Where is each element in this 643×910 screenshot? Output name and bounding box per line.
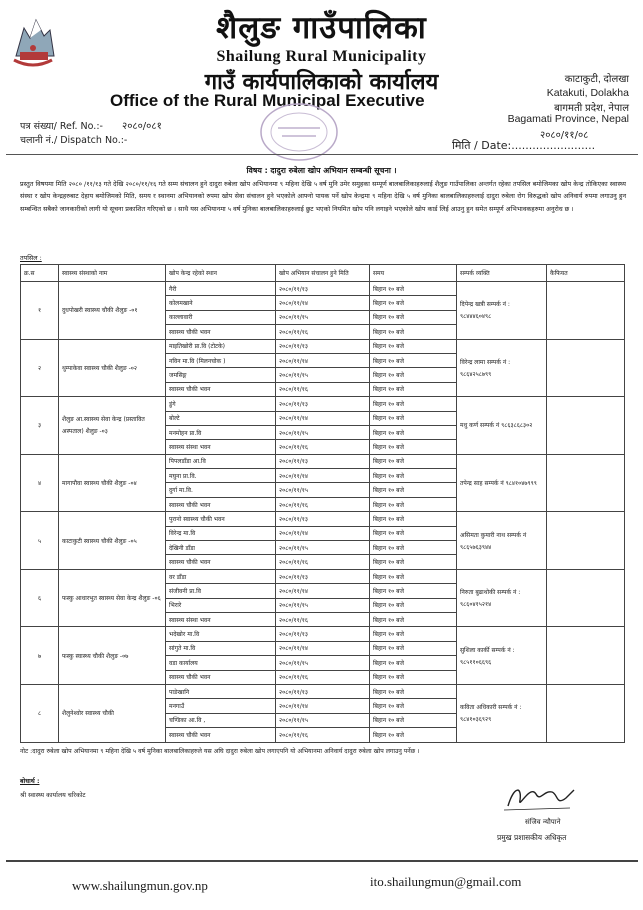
header-divider [6, 154, 638, 155]
bodharth-item: श्री स्वास्थ्य कार्यालय चरिकोट [20, 792, 86, 799]
dispatch-no-label: चलानी नं./ Dispatch No.:- [20, 135, 128, 146]
serial-number-cell: ८ [21, 684, 59, 742]
time-cell: बिहान १० बजे [370, 627, 457, 641]
time-cell: बिहान १० बजे [370, 440, 457, 454]
campaign-date-cell: २०८०/११/१५ [276, 310, 370, 324]
health-institution-cell: काटाकुटी स्वास्थ्य चौकी शैलुङ -०५ [59, 512, 166, 570]
campaign-date-cell: २०८०/११/१३ [276, 569, 370, 583]
vaccination-site-cell: स्वास्थ्य चौकी भवन [166, 497, 276, 511]
campaign-date-cell: २०८०/११/१५ [276, 656, 370, 670]
vaccination-site-cell: वडा कार्यालय [166, 656, 276, 670]
vaccination-site-cell: दुर्गा मा.वि. [166, 483, 276, 497]
vaccination-site-cell: स्वास्थ्य संस्था भवन [166, 612, 276, 626]
table-row [21, 512, 625, 526]
time-cell: बिहान १० बजे [370, 555, 457, 569]
time-cell: बिहान १० बजे [370, 598, 457, 612]
notice-note: नोट :दादुरा रुबेला खोप अभियानमा ९ महिना देखि ५ वर्ष मुनिका बालबालिकाहरुले यस अघि दादुरा रुबेला खोप लगाएपनि यो अभियानमा अनिवार्य दादुरा रुबेला खोप लगाउनु पर्नेछ । [20, 748, 420, 755]
vaccination-site-cell: कोलमखाने [166, 296, 276, 310]
vaccination-site-cell: मनगाउँ [166, 699, 276, 713]
vaccination-site-cell: काल्लावारी [166, 310, 276, 324]
table-header-cell: खोप केन्द्र रहेको स्थान [166, 265, 276, 282]
time-cell: बिहान १० बजे [370, 296, 457, 310]
time-cell: बिहान १० बजे [370, 641, 457, 655]
serial-number-cell: ५ [21, 512, 59, 570]
time-cell: बिहान १० बजे [370, 713, 457, 727]
vaccination-site-cell: भिरारे [166, 598, 276, 612]
time-cell: बिहान १० बजे [370, 497, 457, 511]
time-cell: बिहान १० बजे [370, 425, 457, 439]
vaccination-site-cell: विरेन्द्र मा.वि [166, 526, 276, 540]
table-header-row [21, 265, 625, 282]
time-cell: बिहान १० बजे [370, 454, 457, 468]
health-institution-cell: थुम्पाकेवा स्वास्थ्य चौकी शैलुङ -०२ [59, 339, 166, 397]
contact-person-cell: विरेन्द्र लामा सम्पर्क नं : ९८६४२५८७९९ [457, 339, 547, 397]
campaign-date-cell: २०८०/११/१५ [276, 598, 370, 612]
time-cell: बिहान १० बजे [370, 382, 457, 396]
contact-person-cell: दिपेन्द्र खत्री सम्पर्क नं : ९८४४४६०४९८ [457, 282, 547, 340]
campaign-date-cell: २०८०/११/१४ [276, 699, 370, 713]
contact-person-cell: तपेन्द्र साह सम्पर्क नं ९८४१०४७९९९ [457, 454, 547, 512]
health-institution-cell: दुधपोखरी स्वास्थ्य चौकी शैलुङ -०१ [59, 282, 166, 340]
serial-number-cell: ४ [21, 454, 59, 512]
time-cell: बिहान १० बजे [370, 684, 457, 698]
vaccination-site-cell: मघुना प्रा.वि. [166, 469, 276, 483]
campaign-date-cell: २०८०/११/१५ [276, 483, 370, 497]
contact-person-cell: सुशिला कार्की सम्पर्क नं : ९८५११०६६९६ [457, 627, 547, 685]
table-row [21, 454, 625, 468]
vaccination-site-cell: माइतिखोरी प्रा.वि (टोटके) [166, 339, 276, 353]
time-cell: बिहान १० बजे [370, 368, 457, 382]
office-name-en: Office of the Rural Municipal Executive [110, 91, 425, 110]
campaign-date-cell: २०८०/११/१४ [276, 296, 370, 310]
vaccination-site-cell: वर डाँडा [166, 569, 276, 583]
remarks-cell [547, 684, 625, 742]
time-cell: बिहान १० बजे [370, 282, 457, 296]
health-institution-cell: मागापौवा स्वास्थ्य चौकी शैलुङ -०४ [59, 454, 166, 512]
remarks-cell [547, 339, 625, 397]
campaign-date-cell: २०८०/११/१३ [276, 339, 370, 353]
vaccination-site-cell: बोल्टे [166, 411, 276, 425]
province-np: बागमती प्रदेश, नेपाल [554, 103, 629, 114]
notice-subject: विषय : दादुरा रुबेला खोप अभियान सम्बन्धी सूचना । [246, 166, 397, 175]
remarks-cell [547, 569, 625, 627]
tapasil-label: तपसिल : [20, 254, 42, 262]
vaccination-site-cell: सांगुते मा.वि [166, 641, 276, 655]
footer-divider [6, 860, 638, 862]
ref-no-label: पत्र संख्या/ Ref. No.:- [20, 121, 103, 132]
table-header-cell: क्र.स [21, 265, 59, 282]
signatory-name: संजिव न्यौपाने [525, 818, 561, 826]
remarks-cell [547, 282, 625, 340]
campaign-date-cell: २०८०/११/१६ [276, 670, 370, 684]
bodharth-label: बोधार्थ : [20, 778, 40, 785]
time-cell: बिहान १० बजे [370, 569, 457, 583]
serial-number-cell: ३ [21, 397, 59, 455]
vaccination-site-cell: स्वास्थ्य चौकी भवन [166, 728, 276, 742]
table-header-cell: सम्पर्क व्यक्ति [457, 265, 547, 282]
time-cell: बिहान १० बजे [370, 310, 457, 324]
campaign-date-cell: २०८०/११/१६ [276, 440, 370, 454]
time-cell: बिहान १० बजे [370, 325, 457, 339]
vaccination-site-cell: डुंगे [166, 397, 276, 411]
time-cell: बिहान १० बजे [370, 541, 457, 555]
campaign-date-cell: २०८०/११/१६ [276, 612, 370, 626]
table-row [21, 684, 625, 698]
health-institution-cell: शैलुनेश्वोर स्वास्थ्य चौकी [59, 684, 166, 742]
campaign-date-cell: २०८०/११/१५ [276, 368, 370, 382]
table-row [21, 627, 625, 641]
time-cell: बिहान १० बजे [370, 512, 457, 526]
health-institution-cell: शैलुङ आ.स्वास्थ्य सेवा केन्द्र (प्रस्तावित अस्पताल) शैलुङ -०३ [59, 397, 166, 455]
table-header-cell: कैफियत [547, 265, 625, 282]
remarks-cell [547, 397, 625, 455]
campaign-date-cell: २०८०/११/१६ [276, 728, 370, 742]
campaign-date-cell: २०८०/११/१३ [276, 512, 370, 526]
contact-person-cell: मधु कर्ण सम्पर्क नं ९८६३८६८३०२ [457, 397, 547, 455]
time-cell: बिहान १० बजे [370, 699, 457, 713]
address-en: Katakuti, Dolakha [546, 87, 629, 99]
serial-number-cell: ६ [21, 569, 59, 627]
contact-person-cell: निरुता बुढाथोकी सम्पर्क नं : ९८६०४१५२१४ [457, 569, 547, 627]
time-cell: बिहान १० बजे [370, 584, 457, 598]
time-cell: बिहान १० बजे [370, 670, 457, 684]
campaign-date-cell: २०८०/११/१३ [276, 397, 370, 411]
time-cell: बिहान १० बजे [370, 526, 457, 540]
campaign-date-cell: २०८०/११/१३ [276, 627, 370, 641]
vaccination-site-cell: संजीवनी प्रा.वि [166, 584, 276, 598]
footer-website[interactable]: www.shailungmun.gov.np [72, 878, 208, 893]
time-cell: बिहान १० बजे [370, 483, 457, 497]
health-institution-cell: फस्कु स्वास्थ्य चौकी शैलुङ -०७ [59, 627, 166, 685]
vaccination-site-cell: मनमोहन प्रा.वि [166, 425, 276, 439]
municipality-name-np: शैलुङ गाउँपालिका [216, 10, 427, 46]
table-row [21, 569, 625, 583]
campaign-date-cell: २०८०/११/१६ [276, 325, 370, 339]
vaccination-site-cell: गैरी [166, 282, 276, 296]
vaccination-site-cell: पुरानो स्वास्थ्य चौकी भवन [166, 512, 276, 526]
signatory-title: प्रमुख प्रशासकीय अधिकृत [497, 833, 567, 842]
table-row [21, 397, 625, 411]
remarks-cell [547, 627, 625, 685]
campaign-date-cell: २०८०/११/१४ [276, 526, 370, 540]
serial-number-cell: ७ [21, 627, 59, 685]
vaccination-site-cell: स्वास्थ्य चौकी भवन [166, 382, 276, 396]
address-np: काटाकुटी, दोलखा [564, 74, 629, 85]
campaign-date-cell: २०८०/११/१४ [276, 584, 370, 598]
vaccination-site-cell: स्वास्थ्य चौकी भवन [166, 555, 276, 569]
campaign-date-cell: २०८०/११/१५ [276, 541, 370, 555]
vaccination-site-cell: नविन मा.वि (मिलनचोक ) [166, 353, 276, 367]
table-header-cell: समय [370, 265, 457, 282]
vaccination-schedule-table [20, 264, 625, 743]
contact-person-cell: असिमता कुमारी नाथ सम्पर्क नं ९८६५७६३९४४ [457, 512, 547, 570]
table-row [21, 339, 625, 353]
handwritten-signature [500, 780, 580, 814]
office-name-np: गाउँ कार्यपालिकाको कार्यालय [204, 69, 439, 95]
remarks-cell [547, 454, 625, 512]
time-cell: बिहान १० बजे [370, 469, 457, 483]
vaccination-site-cell: देखिनी डाँडा [166, 541, 276, 555]
time-cell: बिहान १० बजे [370, 353, 457, 367]
date-label: मिति / Date:........................ [452, 139, 596, 152]
campaign-date-cell: २०८०/११/१३ [276, 684, 370, 698]
date-value: २०८०/११/०८ [540, 130, 589, 141]
campaign-date-cell: २०८०/११/१३ [276, 282, 370, 296]
vaccination-site-cell: पिपलडाँडा आ.वि [166, 454, 276, 468]
vaccination-site-cell: स्वास्थ्य संस्था भवन [166, 440, 276, 454]
vaccination-site-cell: चण्डिका आ.वि , [166, 713, 276, 727]
campaign-date-cell: २०८०/११/१४ [276, 469, 370, 483]
vaccination-site-cell: पाङेखानि [166, 684, 276, 698]
campaign-date-cell: २०८०/११/१४ [276, 641, 370, 655]
serial-number-cell: १ [21, 282, 59, 340]
time-cell: बिहान १० बजे [370, 397, 457, 411]
campaign-date-cell: २०८०/११/१५ [276, 425, 370, 439]
notice-paragraph: प्रस्तुत विषयमा मिति २०८० /११/१३ गते देखि २०८०/११/१६ गते सम्म संचालन हुने दादुरा रुबेला खोप अभियानमा ९ महिना देखि ५ वर्ष मुनि उमेर समुहका सम्पूर्ण बालबालिकाहरुलाई शैलुङ गाउँपालिका अन्तर्गत रहेका तपसिल बमोजिमका खोप केन्द्र तोकिएका स्वास्थ्य संस्था र खोप केन्द्रहरुबाट देहाय बमोजिमको मिति, समय र स्थानमा अभियानको रुपमा खोप सेवा संचालन हुने भएकोले आफ्नो पायक पर्ने खोप केन्द्रमा ९ महिना देखि ५ वर्ष मुनिका बालबालिकाहरुलाई दादुरा रुबेला रोग विरुद्धको खोप अनिवार्य रुपमा लगाउनु हुन सम्बन्धित सबैको जानकारीको लागी यो सूचना प्रकाशित गरिएको छ । साथै यस अभियानमा ५ वर्ष मुनिका बालबालिकाहरुलाई छुट भएको नियमित खोप पनि लगाइने भएकोले खोप कार्ड लिई आउनु हुन समेत सम्पूर्ण अभिभावकहरुमा अनुरोध छ । [20, 180, 626, 213]
vaccination-site-cell: जमसिङ्ग [166, 368, 276, 382]
campaign-date-cell: २०८०/११/१४ [276, 411, 370, 425]
serial-number-cell: २ [21, 339, 59, 397]
vaccination-site-cell: भदेखोर मा.वि [166, 627, 276, 641]
table-header-cell: स्वास्थ्य संस्थाको नाम [59, 265, 166, 282]
campaign-date-cell: २०८०/११/१६ [276, 555, 370, 569]
campaign-date-cell: २०८०/११/१६ [276, 497, 370, 511]
ref-no-value: २०८०/०८१ [122, 121, 162, 132]
vaccination-site-cell: स्वास्थ्य चौकी भवन [166, 670, 276, 684]
time-cell: बिहान १० बजे [370, 728, 457, 742]
table-header-cell: खोप अभियान संचालन हुने मिति [276, 265, 370, 282]
health-institution-cell: फस्कु आधारभुत स्वास्थ्य सेवा केन्द्र शैलुङ -०६ [59, 569, 166, 627]
contact-person-cell: कविता अधिकारी सम्पर्क नं : ९८४१०३६९२९ [457, 684, 547, 742]
time-cell: बिहान १० बजे [370, 411, 457, 425]
time-cell: बिहान १० बजे [370, 339, 457, 353]
footer-email[interactable]: ito.shailungmun@gmail.com [370, 874, 522, 889]
remarks-cell [547, 512, 625, 570]
time-cell: बिहान १० बजे [370, 656, 457, 670]
campaign-date-cell: २०८०/११/१५ [276, 713, 370, 727]
province-en: Bagamati Province, Nepal [507, 113, 629, 125]
municipality-name-en: Shailung Rural Municipality [216, 48, 427, 65]
time-cell: बिहान १० बजे [370, 612, 457, 626]
vaccination-site-cell: स्वास्थ्य चौकी भवन [166, 325, 276, 339]
campaign-date-cell: २०८०/११/१६ [276, 382, 370, 396]
campaign-date-cell: २०८०/११/१३ [276, 454, 370, 468]
table-row [21, 282, 625, 296]
campaign-date-cell: २०८०/११/१४ [276, 353, 370, 367]
